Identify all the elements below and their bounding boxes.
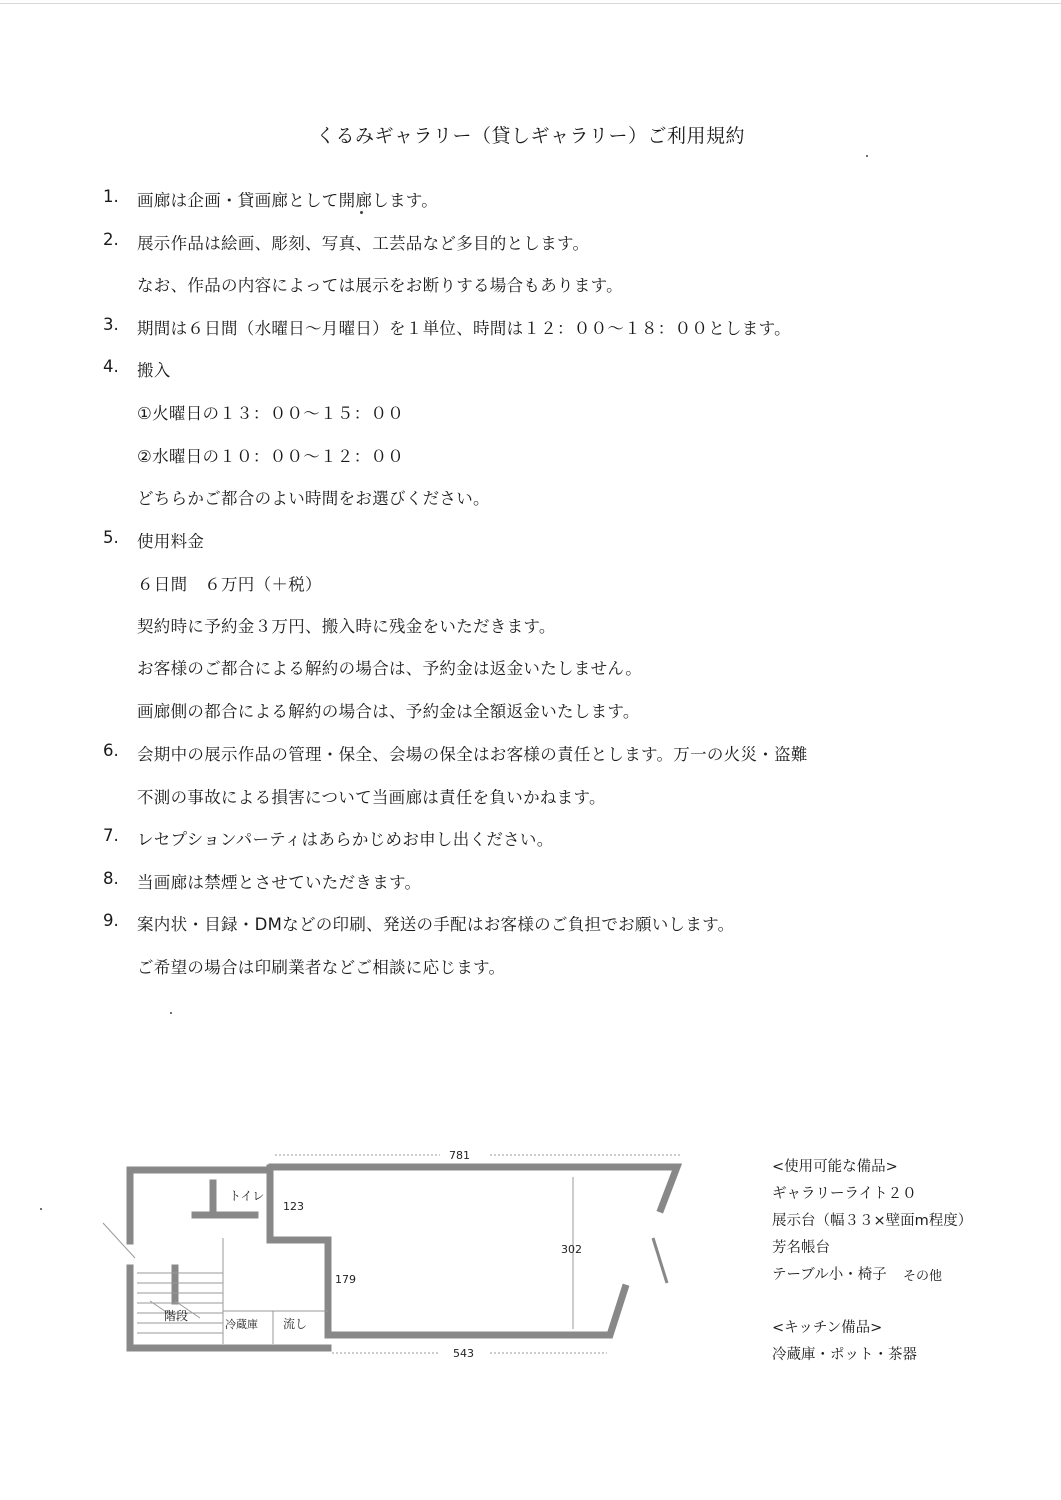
rule-4-line-1: 搬入 [137,361,171,380]
rule-2-number: 2. [103,230,119,249]
rule-3-line-1: 期間は６日間（水曜日〜月曜日）を１単位、時間は１２：００〜１８：００とします。 [137,319,791,338]
rule-8-number: 8. [103,869,119,888]
equipment-header: <使用可能な備品> [772,1159,898,1175]
rule-2-line-1: 展示作品は絵画、彫刻、写真、工芸品など多目的とします。 [137,234,590,253]
rule-7-line-1: レセプションパーティはあらかじめお申し出ください。 [137,830,554,849]
rule-4-line-2: ①火曜日の１３：００〜１５：００ [137,404,405,423]
rule-8-line-1: 当画廊は禁煙とさせていただきます。 [137,873,422,892]
dim-top-label: 781 [449,1149,470,1162]
fridge-label: 冷蔵庫 [225,1318,258,1331]
dim-bottom-label: 543 [453,1347,474,1360]
rule-5-line-2: ６日間 ６万円（＋税） [137,575,322,594]
scan-speck [360,211,363,214]
rule-4-line-3: ②水曜日の１０：００〜１２：００ [137,447,405,466]
rule-3-number: 3. [103,315,119,334]
rule-6-line-2: 不測の事故による損害について当画廊は責任を負いかねます。 [137,788,606,807]
scan-speck [170,1012,172,1014]
kitchen-items: 冷蔵庫・ポット・茶器 [772,1347,917,1363]
rule-2-line-2: なお、作品の内容によっては展示をお断りする場合もあります。 [137,276,623,295]
rule-7-number: 7. [103,826,119,845]
sink-label: 流し [283,1317,308,1331]
rule-4-line-4: どちらかご都合のよい時間をお選びください。 [137,489,490,508]
rule-6-number: 6. [103,741,119,760]
walls [130,1167,677,1348]
scan-speck [866,155,868,157]
rule-5-number: 5. [103,528,119,547]
rule-1-number: 1. [103,187,119,206]
rule-5-line-3: 契約時に予約金３万円、搬入時に残金をいただきます。 [137,617,556,636]
rule-9-number: 9. [103,911,119,930]
floor-plan [95,1143,705,1368]
rule-5-line-5: 画廊側の都合による解約の場合は、予約金は全額返金いたします。 [137,702,640,721]
equipment-item-3: 芳名帳台 [772,1240,830,1256]
rule-9-line-2: ご希望の場合は印刷業者などご相談に応じます。 [137,958,506,977]
dim-toilet-label: 123 [283,1200,304,1213]
door-swing [653,1238,667,1283]
document-title: くるみギャラリー（貸しギャラリー）ご利用規約 [315,125,745,147]
equipment-item-4: テーブル小・椅子 [772,1267,887,1283]
rule-6-line-1: 会期中の展示作品の管理・保全、会場の保全はお客様の責任とします。万一の火災・盗難 [137,745,808,764]
toilet-label: トイレ [229,1189,265,1203]
stairs-label: 階段 [164,1309,189,1323]
dim-right-label: 302 [561,1243,582,1256]
rule-4-number: 4. [103,357,119,376]
scan-speck [40,1208,42,1210]
equipment-item-1: ギャラリーライト２０ [772,1186,917,1202]
rule-5-line-1: 使用料金 [137,532,205,551]
dimension-lines [275,1155,680,1353]
rule-5-line-4: お客様のご都合による解約の場合は、予約金は返金いたしません。 [137,659,642,678]
scan-edge-line [0,3,1061,4]
kitchen-header: <キッチン備品> [772,1320,883,1336]
equipment-item-extra: その他 [903,1269,943,1284]
equipment-item-2: 展示台（幅３３×壁面m程度） [772,1213,973,1229]
rule-1-line-1: 画廊は企画・貸画廊として開廊します。 [137,191,439,210]
rule-9-line-1: 案内状・目録・DMなどの印刷、発送の手配はお客様のご負担でお願いします。 [137,915,735,934]
dim-left-label: 179 [335,1273,356,1286]
